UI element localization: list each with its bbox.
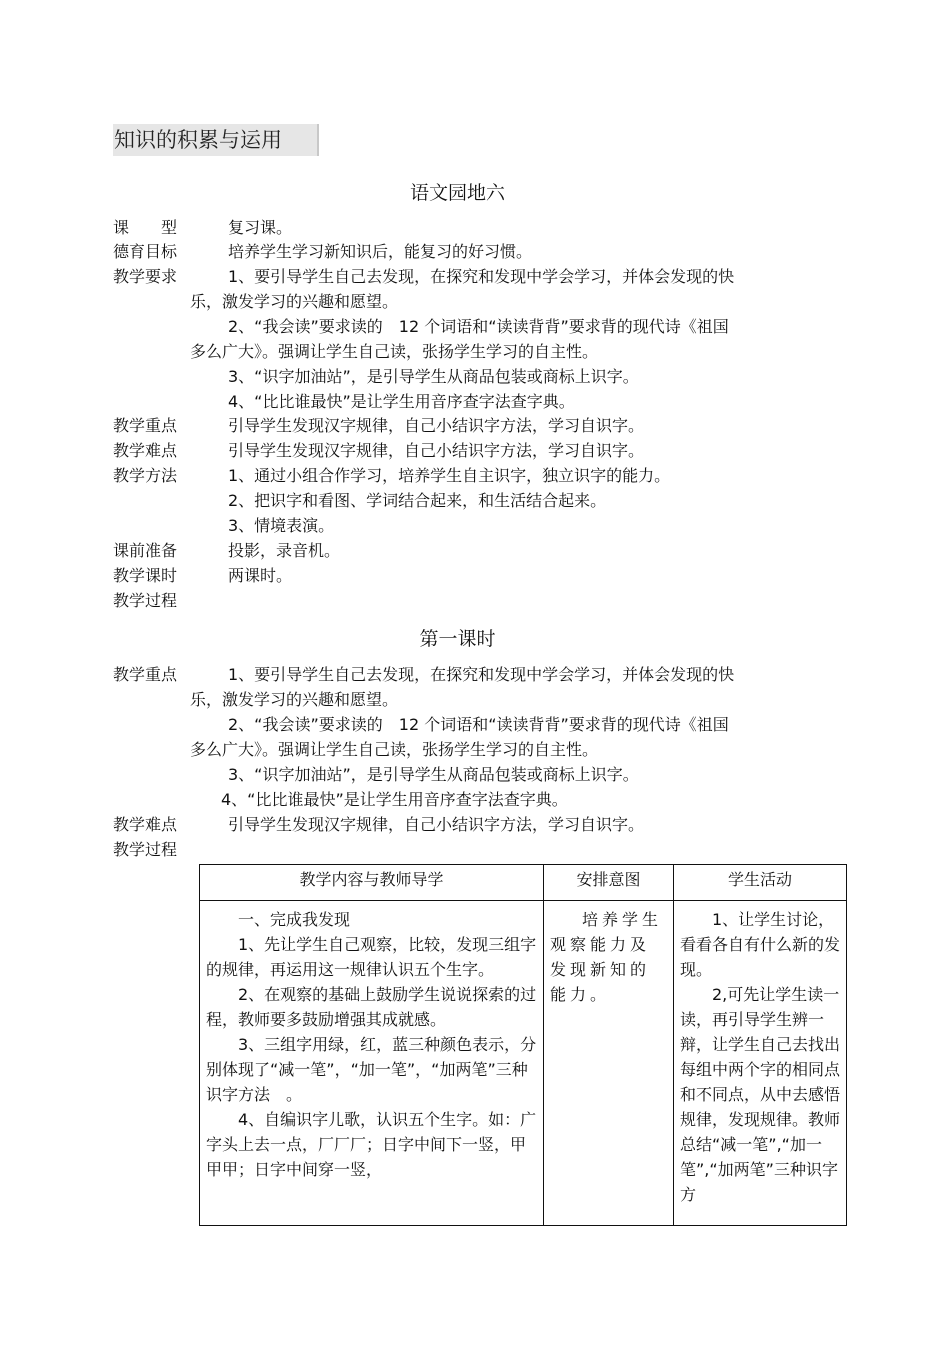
activity-cell (674, 901, 847, 1226)
key-point-value: 引导学生发现汉字规律，自己小结识字方法，学习自识字。 (228, 416, 645, 435)
content-cell (200, 901, 544, 1226)
method-1: 1、通过小组合作学习，培养学生自主识字，独立识字的能力。 (228, 466, 671, 485)
key-point-label: 教学重点 (113, 416, 178, 435)
intent-cell (544, 901, 674, 1226)
table-header-row (200, 865, 847, 901)
hours-value: 两课时。 (228, 566, 293, 585)
lesson1-key-2: 2、“我会读”要求读的 12 个词语和“读读背背”要求背的现代诗《祖国 (228, 715, 729, 734)
methods-label: 教学方法 (113, 466, 178, 485)
lesson1-process-label: 教学过程 (113, 840, 178, 859)
content-paragraph-1: 1、先让学生自己观察，比较，发现三组字的规律，再运用这一规律认识五个生字。 (206, 935, 537, 979)
content-paragraph-4: 4、自编识字儿歌，认识五个生字。如：广字头上去一点，厂厂厂；日字中间下一竖，甲甲甲；日字中间穿一竖， (206, 1110, 537, 1179)
prep-label: 课前准备 (113, 541, 178, 560)
table-header-intent: 安排意图 (544, 865, 674, 901)
moral-goal-label: 德育目标 (113, 242, 178, 261)
table-header-content: 教学内容与教师导学 (200, 865, 544, 901)
hours-label: 教学课时 (113, 566, 178, 585)
requirement-2-cont: 多么广大》。强调让学生自己读，张扬学生学习的自主性。 (190, 342, 599, 361)
intent-text: 培养学生观察能力及发现新知的能力。 (550, 910, 663, 1004)
lesson1-key-label: 教学重点 (113, 665, 178, 684)
lesson1-title: 第一课时 (419, 628, 496, 650)
lesson1-difficulty-value: 引导学生发现汉字规律，自己小结识字方法，学习自识字。 (228, 815, 645, 834)
method-3: 3、情境表演。 (228, 516, 335, 535)
lesson1-key-3: 3、“识字加油站”，是引导学生从商品包装或商标上识字。 (228, 765, 639, 784)
content-heading: 一、完成我发现 (238, 910, 351, 929)
prep-value: 投影，录音机。 (228, 541, 341, 560)
moral-goal-value: 培养学生学习新知识后，能复习的好习惯。 (228, 242, 533, 261)
activity-paragraph-2: 2,可先让学生读一读，再引导学生辨一辩，让学生自己去找出每组中两个字的相同点和不同点，从中去感悟规律，发现规律。教师总结“减一笔”,“加一笔”,“加两笔”三种识字方 (680, 985, 841, 1204)
method-2: 2、把识字和看图、学词结合起来，和生活结合起来。 (228, 491, 607, 510)
lesson1-difficulty-label: 教学难点 (113, 815, 178, 834)
lesson1-key-1-cont: 乐，激发学习的兴趣和愿望。 (190, 690, 399, 709)
section-header: 知识的积累与运用 (114, 128, 282, 152)
content-paragraph-3: 3、三组字用绿，红，蓝三种颜色表示，分别体现了“减一笔”，“加一笔”，“加两笔”三种识字方法 。 (206, 1035, 537, 1104)
lesson1-key-1: 1、要引导学生自己去发现，在探究和发现中学会学习，并体会发现的快 (228, 665, 735, 684)
difficulty-value: 引导学生发现汉字规律，自己小结识字方法，学习自识字。 (228, 441, 645, 460)
requirement-4: 4、“比比谁最快”是让学生用音序查字法查字典。 (228, 392, 575, 411)
requirement-1-cont: 乐，激发学习的兴趣和愿望。 (190, 292, 399, 311)
requirement-2: 2、“我会读”要求读的 12 个词语和“读读背背”要求背的现代诗《祖国 (228, 317, 729, 336)
process-label: 教学过程 (113, 591, 178, 610)
page-title: 语文园地六 (409, 182, 505, 204)
content-paragraph-2: 2、在观察的基础上鼓励学生说说探索的过程，教师要多鼓励增强其成就感。 (206, 985, 537, 1029)
difficulty-label: 教学难点 (113, 441, 178, 460)
requirements-label: 教学要求 (113, 267, 178, 286)
type-value: 复习课。 (228, 218, 293, 237)
activity-paragraph-1: 1、让学生讨论，看看各自有什么新的发现。 (680, 910, 841, 979)
table-row (200, 901, 847, 1226)
type-label: 课 型 (113, 218, 178, 237)
lesson1-key-2-cont: 多么广大》。强调让学生自己读，张扬学生学习的自主性。 (190, 740, 599, 759)
requirement-3: 3、“识字加油站”，是引导学生从商品包装或商标上识字。 (228, 367, 639, 386)
lesson1-key-4: 4、“比比谁最快”是让学生用音序查字法查字典。 (221, 790, 568, 809)
lesson-table (199, 864, 847, 1226)
requirement-1: 1、要引导学生自己去发现，在探究和发现中学会学习，并体会发现的快 (228, 267, 735, 286)
table-header-activity: 学生活动 (674, 865, 847, 901)
